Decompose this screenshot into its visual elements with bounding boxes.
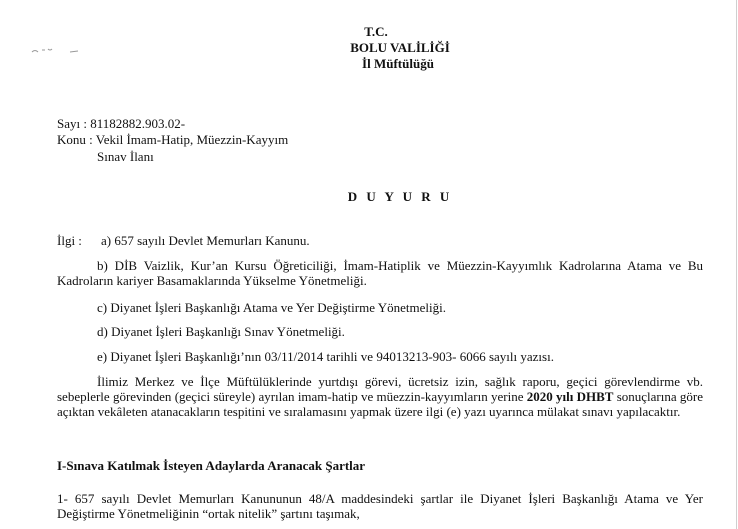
subject-line-continued: Sınav İlanı bbox=[97, 149, 154, 164]
requirement-item-1: 1- 657 sayılı Devlet Memurları Kanununun 48/A maddesindeki şartlar ile Diyanet İşleri Başkanlığı Atama ve Yer Değiştirme Yönetmeliğinin “ortak nitelik” şartını taşımak, bbox=[57, 491, 703, 521]
governorate-label: BOLU VALİLİĞİ bbox=[350, 40, 450, 55]
office-label: İl Müftülüğü bbox=[362, 56, 434, 71]
reference-label: İlgi : bbox=[57, 233, 82, 248]
reference-a-row bbox=[57, 233, 310, 249]
announcement-paragraph bbox=[57, 374, 703, 419]
number-line: Sayı : 81182882.903.02- bbox=[57, 116, 186, 131]
section-heading: I-Sınava Katılmak İsteyen Adaylarda Aranacak Şartlar bbox=[57, 458, 366, 473]
reference-e: e) Diyanet İşleri Başkanlığı’nın 03/11/2014 tarihli ve 94013213-903- 6066 sayılı yazısı. bbox=[97, 349, 554, 364]
letterhead bbox=[0, 24, 738, 72]
subject-line: Konu : Vekil İmam-Hatip, Müezzin-Kayyım bbox=[57, 132, 289, 147]
reference-d: d) Diyanet İşleri Başkanlığı Sınav Yönetmeliği. bbox=[97, 324, 345, 339]
paragraph-bold-text: 2020 yılı DHBT bbox=[526, 389, 614, 404]
document-title: D U Y U R U bbox=[347, 189, 453, 204]
reference-b: b) DİB Vaizlik, Kur’an Kursu Öğreticiliği, İmam-Hatiplik ve Müezzin-Kayyımlık Kadrolarına Atama ve Bu Kadroların kariyer Basamaklarında Yükselme Yönetmeliği. bbox=[57, 258, 703, 288]
reference-a: a) 657 sayılı Devlet Memurları Kanunu. bbox=[101, 233, 310, 248]
country-label: T.C. bbox=[364, 24, 388, 39]
paragraph-text-start: İlimiz Merkez ve İlçe Müftülüklerinde yurtdışı görevi, ücretsiz izin, sağlık raporu, geçici görevlendirme vb. sebeplerle görevinden (geçici süreyle) ayrılan imam-hatip ve müezzin-kayyımların yerine bbox=[57, 374, 703, 404]
page-edge-line bbox=[736, 0, 737, 529]
reference-c: c) Diyanet İşleri Başkanlığı Atama ve Yer Değiştirme Yönetmeliği. bbox=[97, 300, 446, 315]
paragraph-text-end: sonuçlarına göre açıktan vekâleten atanacakların tespitini ve sıralamasını yapmak üzere ilgi (e) yazı uyarınca mülakat sınavı yapılacaktır. bbox=[57, 389, 704, 419]
